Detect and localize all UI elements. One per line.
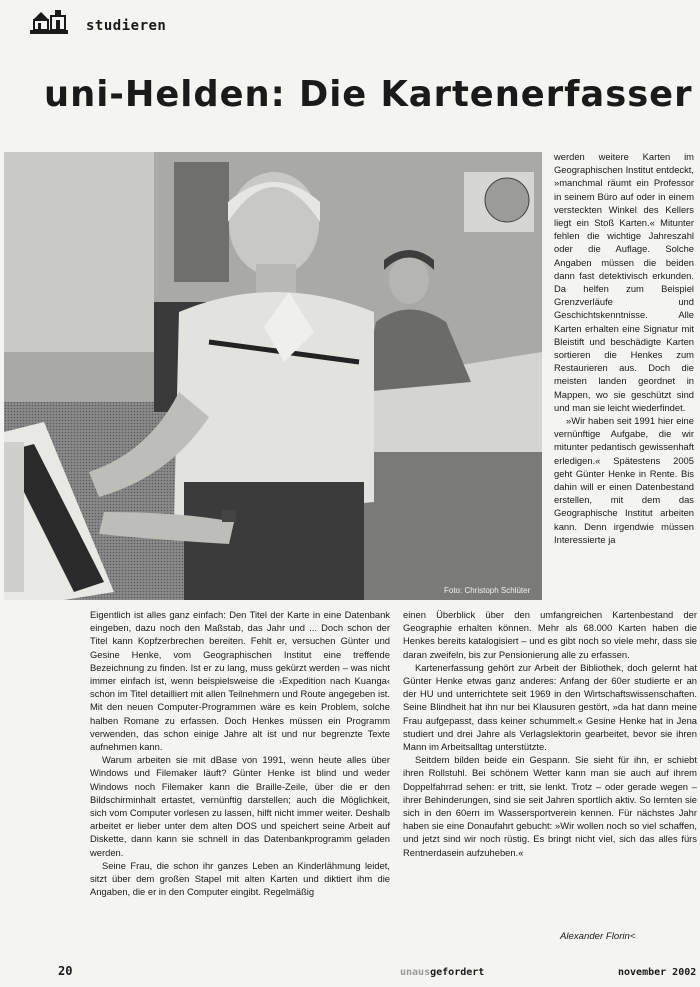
paragraph: Kartenerfassung gehört zur Arbeit der Bibliothek, doch gelernt hat Günter Henke etwas ganz anderes: Anfang der 60er studierte er an der HU und unterrichtete seit 1969 in den Wirtschaftswissenschaften. Seine Blindheit hat ihn nur bei Klausuren gestört, »da hat dann meine Frau aufgepasst, dass keiner schummelt.« Gesine Henke hat in Jena studiert und drei Jahre als Verlagslektorin gearbeitet, bevor sie ihren Mann im Arbeitsalltag unterstützte.: [403, 661, 697, 753]
lower-right-column: [403, 608, 697, 859]
right-column: [554, 150, 694, 546]
issue-date: november 2002: [618, 967, 697, 978]
paragraph: Eigentlich ist alles ganz einfach: Den Titel der Karte in eine Datenbank eingeben, dazu noch den Maßstab, das Jahr und ... Doch schon der Titel kann Kopfzerbrechen bereiten. Fehlt er, versuchen Günter und Gesine Henke, vom Geographischen Institut eine treffende Bezeichnung zu finden. Ist er zu lang, muss gekürzt werden – was nicht immer einfach ist, wenn beispielsweise die ›Expedition nach Kuanga‹ schon im Titel detailliert mit allen Teilnehmern und Route angegeben ist. Mit den neuen Computer-Programmen wäre es kein Problem, solche halben Romane zu erfassen. Doch Henkes müssen ein Programm verwenden, das schon einige Jahre alt ist und nur begrenzte Texte aufnehmen kann.: [90, 609, 390, 753]
section-label: studieren: [86, 18, 167, 34]
university-building-icon: [30, 8, 68, 36]
page-number: 20: [58, 964, 73, 978]
headline: uni-Helden: Die Kartenerfasser: [44, 74, 693, 115]
paragraph: einen Überblick über den umfangreichen Kartenbestand der Geographie erhalten können. Mehr als 68.000 Karten haben die Henkes bereits katalogisiert – und es gibt noch so viele mehr, dass sie daran zweifeln, bis zur Pensionierung alle zu erfassen.: [403, 609, 697, 660]
article-photo: [4, 152, 542, 600]
paragraph: Warum arbeiten sie mit dBase von 1991, wenn heute alles über Windows und Filemaker läuft? Günter Henke ist blind und weder Windows noch Filemaker kann die Braille-Zeile, über die er den Bildschirminhalt ertastet, vernünftig darstellen; auch die Möglichkeit, sich vom Computer vorlesen zu lassen, hilft nicht immer weiter. Deshalb arbeitet er lieber unter dem alten DOS und speichert seine Arbeit auf Diskette, dann kann sie schnell in das Datenbankprogramm geladen werden.: [90, 754, 390, 858]
magazine-name: [400, 967, 484, 978]
paragraph: werden weitere Karten im Geographischen Institut entdeckt, »manchmal räumt ein Professor in seinem Büro auf oder in einem versteckten Winkel des Kellers liegt ein Stoß Karten.« Mitunter fehlen die wichtige Jahreszahl oder die Auflage. Solche Angaben müssen die beiden dann fast detektivisch erkunden. Da helfen zum Beispiel Grenzverläufe und Geschichtskenntnisse. Alle Karten erhalten eine Signatur mit Bleistift und beschädigte Karten sortieren die Henkes zum Restaurieren aus. Doch die meisten landen geordnet in Mappen, wo sie geschützt sind und man sie leicht wiederfindet.: [554, 151, 694, 413]
paragraph: Seitdem bilden beide ein Gespann. Sie sieht für ihn, er schiebt ihren Rollstuhl. Bei schönem Wetter kann man sie auch auf ihrem Doppelfahrrad sehen: er tritt, sie lenkt. Trotz – oder gerade wegen – ihrer Behinderungen, sind sie seit Jahren sportlich aktiv. So lernten sie sich in den 60ern im Wassersportverein kennen. Für nächstes Jahr haben sie eine Donaufahrt gebucht: »Wir wollen noch so viel schaffen, und jetzt sind wir noch rüstig. Es bringt nicht viel, sich das alles fürs Rentnerdasein aufzuheben.«: [403, 754, 697, 858]
lower-left-column: [90, 608, 390, 898]
magazine-prefix: unaus: [400, 967, 431, 978]
author-byline: Alexander Florin<: [560, 931, 636, 942]
paragraph: »Wir haben seit 1991 hier eine vernünftige Aufgabe, die wir mitunter pedantisch gewissenhaft erledigen.« Spätestens 2005 geht Günter Henke in Rente. Bis dahin will er einen Datenbestand erstellen, mit dem das Geographische Institut arbeiten kann. Denn irgendwie müssen Interessierte ja: [554, 415, 694, 545]
photo-credit: Foto: Christoph Schlüter: [444, 586, 531, 595]
magazine-suffix: gefordert: [430, 967, 485, 978]
paragraph: Seine Frau, die schon ihr ganzes Leben an Kinderlähmung leidet, sitzt über dem großen Stapel mit alten Karten und diktiert ihm die Angaben, die er in den Computer eingibt. Regelmäßig: [90, 859, 390, 898]
